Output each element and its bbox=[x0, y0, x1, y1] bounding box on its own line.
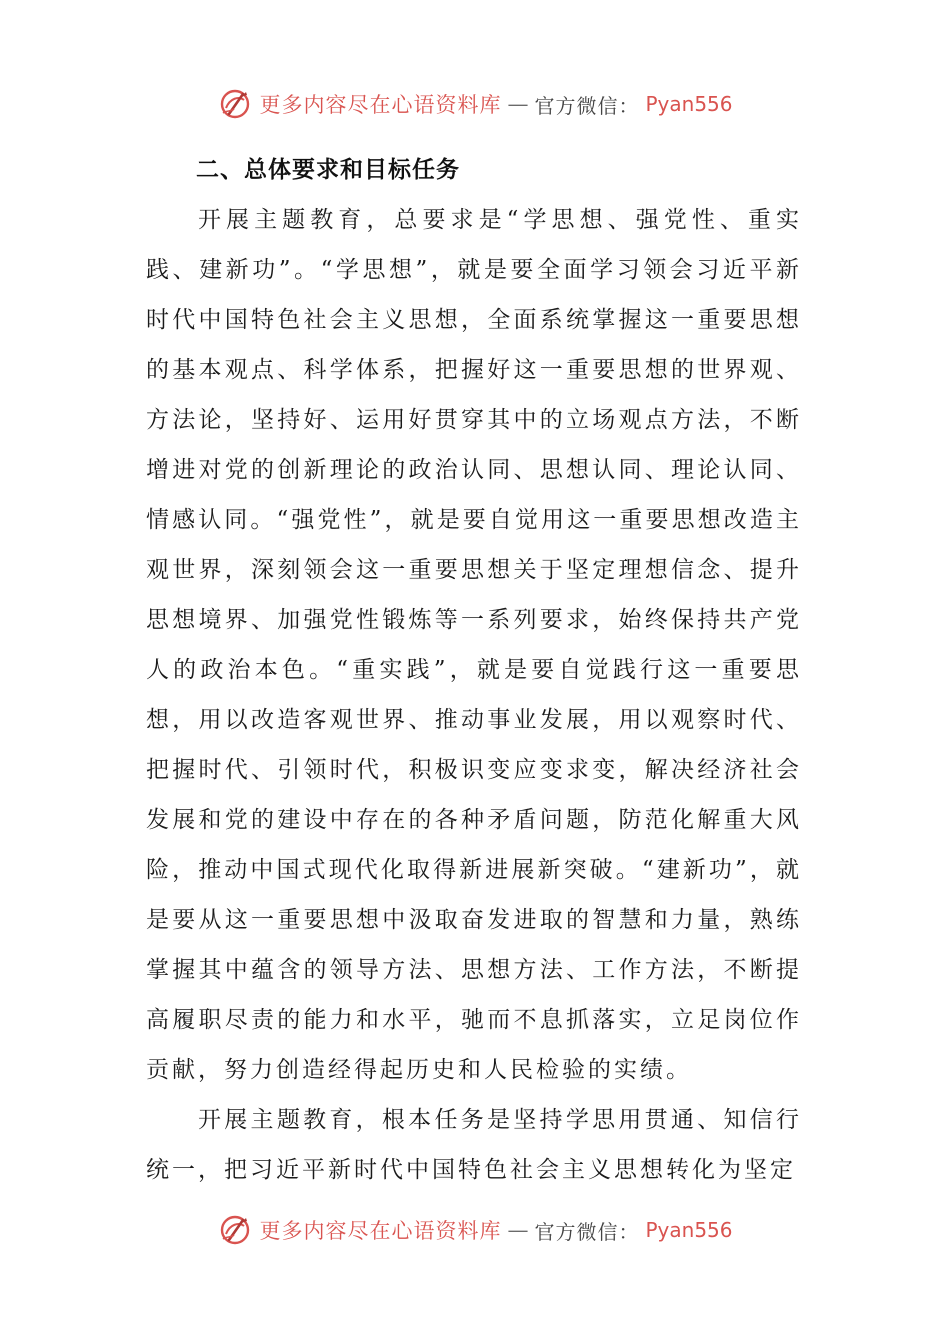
section-heading: 二、总体要求和目标任务 bbox=[196, 157, 460, 183]
watermark-brand-text: 更多内容尽在心语资料库 bbox=[259, 1219, 502, 1243]
watermark-contact-label: 官方微信： bbox=[534, 93, 640, 118]
footer-watermark bbox=[0, 1208, 950, 1252]
pen-swirl-logo-icon bbox=[217, 86, 253, 122]
watermark-contact-id: Pyan556 bbox=[645, 92, 733, 116]
watermark-dash: — bbox=[507, 1218, 529, 1242]
body-paragraph: 开展主题教育，总要求是“学思想、强党性、重实践、建新功”。“学思想”，就是要全面学习领会习近平新时代中国特色社会主义思想，全面系统掌握这一重要思想的基本观点、科学体系，把握好这一重要思想的世界观、方法论，坚持好、运用好贯穿其中的立场观点方法，不断增进对党的创新理论的政治认同、思想认同、理论认同、情感认同。“强党性”，就是要自觉用这一重要思想改造主观世界，深刻领会这一重要思想关于坚定理想信念、提升思想境界、加强党性锻炼等一系列要求，始终保持共产党人的政治本色。“重实践”，就是要自觉践行这一重要思想，用以改造客观世界、推动事业发展，用以观察时代、把握时代、引领时代，积极识变应变求变，解决经济社会发展和党的建设中存在的各种矛盾问题，防范化解重大风险，推动中国式现代化取得新进展新突破。“建新功”，就是要从这一重要思想中汲取奋发进取的智慧和力量，熟练掌握其中蕴含的领导方法、思想方法、工作方法，不断提高履职尽责的能力和水平，驰而不息抓落实，立足岗位作贡献，努力创造经得起历史和人民检验的实绩。 bbox=[146, 207, 802, 1083]
body-paragraph: 开展主题教育，根本任务是坚持学思用贯通、知信行统一，把习近平新时代中国特色社会主义思想转化为坚定 bbox=[146, 1107, 802, 1183]
header-watermark bbox=[0, 82, 950, 126]
watermark-dash: — bbox=[507, 92, 529, 116]
watermark-contact-label: 官方微信： bbox=[534, 1219, 640, 1244]
document-body bbox=[146, 145, 802, 1195]
watermark-brand-text: 更多内容尽在心语资料库 bbox=[259, 93, 502, 117]
watermark-contact-id: Pyan556 bbox=[645, 1218, 733, 1242]
pen-swirl-logo-icon bbox=[217, 1212, 253, 1248]
